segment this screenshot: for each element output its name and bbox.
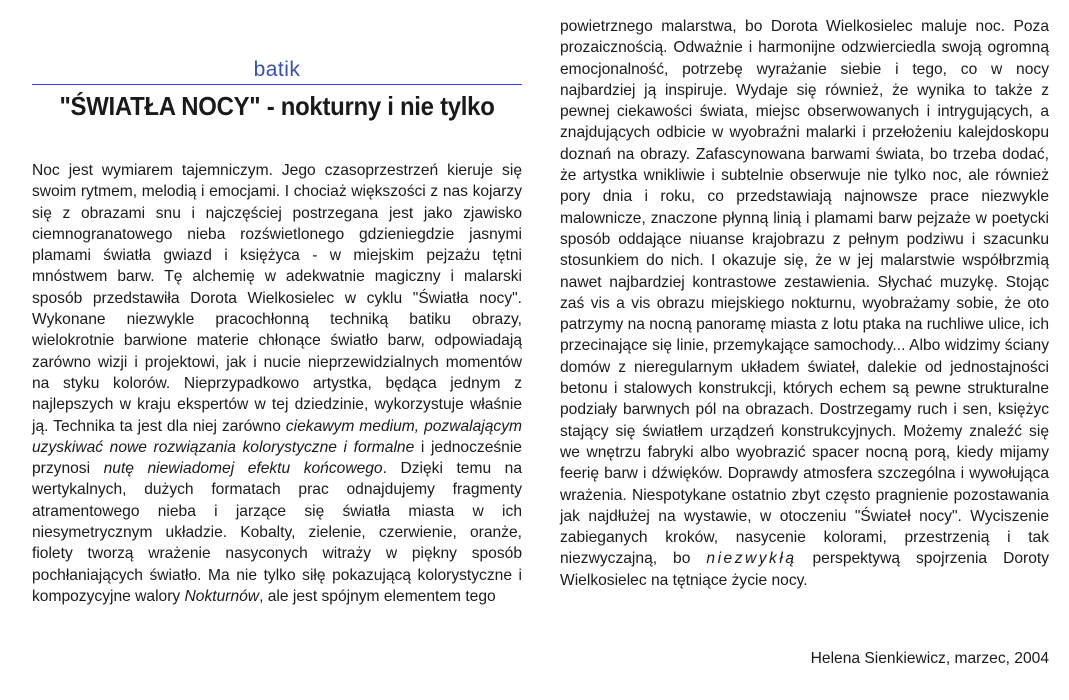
section-divider <box>32 84 522 85</box>
author-signature: Helena Sienkiewicz, marzec, 2004 <box>810 650 1049 667</box>
text-run: powietrznego malarstwa, bo Dorota Wielkosielec maluje noc. Poza prozaicznością. Odważnie i harmonijne odzwierciedla swoją ogromną emocjonalność, potrzebę wyrażanie siebie i tego, co w nocy najbardziej ją inspiruje. Wydaje się również, że wynika to także z pewnej ciekawości świata, miejsc obserwowanych i intrygujących, a znajdujących odbicie w wyobraźni malarki i przełożeniu kalejdoskopu doznań na obrazy. Zafascynowana barwami świata, bo trzeba dodać, że artystka wnikliwie i subtelnie obserwuje nie tylko noc, ale również pory dnia i roku, co przedstawiają najnowsze prace niezwykle malownicze, znaczone płynną linią i plamami barw pejzaże w poetycki sposób oddające niuanse krajobrazu z pełnym podziwu i szacunku stosunkiem do nich. I okazuje się, że w jej malarstwie współbrzmią nawet najbardziej kontrastowe zestawienia. Słychać muzykę. Stojąc zaś vis a vis obrazu miejskiego nokturnu, wyobrażamy sobie, że oto patrzymy na nocną panoramę miasta z lotu ptaka na ruchliwe ulice, ich przecinające się linie, przemykające samochody... Albo widzimy ściany domów z nieregularnym układem świateł, dalekie od jednostajności betonu i stalowych konstrukcji, których echem są pewne strukturalne podziały barwnych pól na obrazach. Dostrzegamy ruch i sen, księżyc stający się światłem urządzeń konstrukcyjnych. Możemy znaleźć się we wnętrzu fabryki albo wyobrazić spacer nocną porą, kiedy mijamy feerię barw i dźwięków. Doprawdy atmosfera szczególna i wywołująca wrażenia. Niespotykane ostatnio zbyt często pragnienie pozostawania jak najdłużej na wystawie, w otoczeniu "Świateł nocy". Wyciszenie zabieganych kroków, nasycenie kolorami, przestrzenią i tak niezwyczajną, bo <box>560 18 1049 568</box>
italic-run: Nokturnów <box>184 587 260 605</box>
section-label: batik <box>253 58 301 81</box>
italic-run: ciekawym medium, pozwalającym uzyskiwać nowe rozwiązania kolorystyczne i formalne <box>32 417 523 456</box>
article-title: "ŚWIATŁA NOCY" - nokturny i nie tylko <box>59 91 495 121</box>
italic-run: nutę niewiadomej efektu końcowego <box>103 460 383 478</box>
article-header <box>32 58 522 121</box>
text-run: Noc jest wymiarem tajemniczym. Jego czasoprzestrzeń kieruje się swoim rytmem, melodią i emocjami. I chociaż większości z nas kojarzy się z obrazami snu i najczęściej postrzegana jest jako zjawisko ciemnogranatowego nieba rozświetlonego gdzieniegdzie jasnymi plamami światła gwiazd i księżyca - w miejskim pejzażu tętni mnóstwem barw. Tę alchemię w adekwatnie magiczny i malarski sposób przedstawiła Dorota Wielkosielec w cyklu "Światła nocy". Wykonane niezwykle pracochłonną techniką batiku obrazy, wielokrotnie barwione materie chłonące światło barw, odpowiadają zarówno wizji i projektowi, jak i nucie nieprzewidzialnych momentów na styku kolorów. Nieprzypadkowo artystka, będąca jednym z najlepszych w kraju ekspertów w tej dziedzinie, wykorzystuje właśnie ją. Technika ta jest dla niej zarówno <box>32 162 522 435</box>
text-run: . Dzięki temu na wertykalnych, dużych formatach prac odnajdujemy fragmenty atramentowego nieba i jarzące się światła miasta w ich niesymetrycznym układzie. Kobalty, zielenie, czerwienie, oranże, fiolety tworzą wrażenie nasyconych witraży w piękny sposób pochłaniających światło. Ma nie tylko siłę pokazującą kolorystyczne i kompozycyjne walory <box>32 460 522 605</box>
article-column-right <box>560 16 1049 591</box>
text-run: perspektywą spojrzenia Doroty Wielkosielec na tętniące życie nocy. <box>560 550 1049 589</box>
article-column-left <box>32 160 522 607</box>
spaced-italic-run: niezwykłą <box>706 550 797 568</box>
text-run: i jednocześnie przynosi <box>32 438 522 478</box>
text-run: , ale jest spójnym elementem tego <box>259 587 496 605</box>
